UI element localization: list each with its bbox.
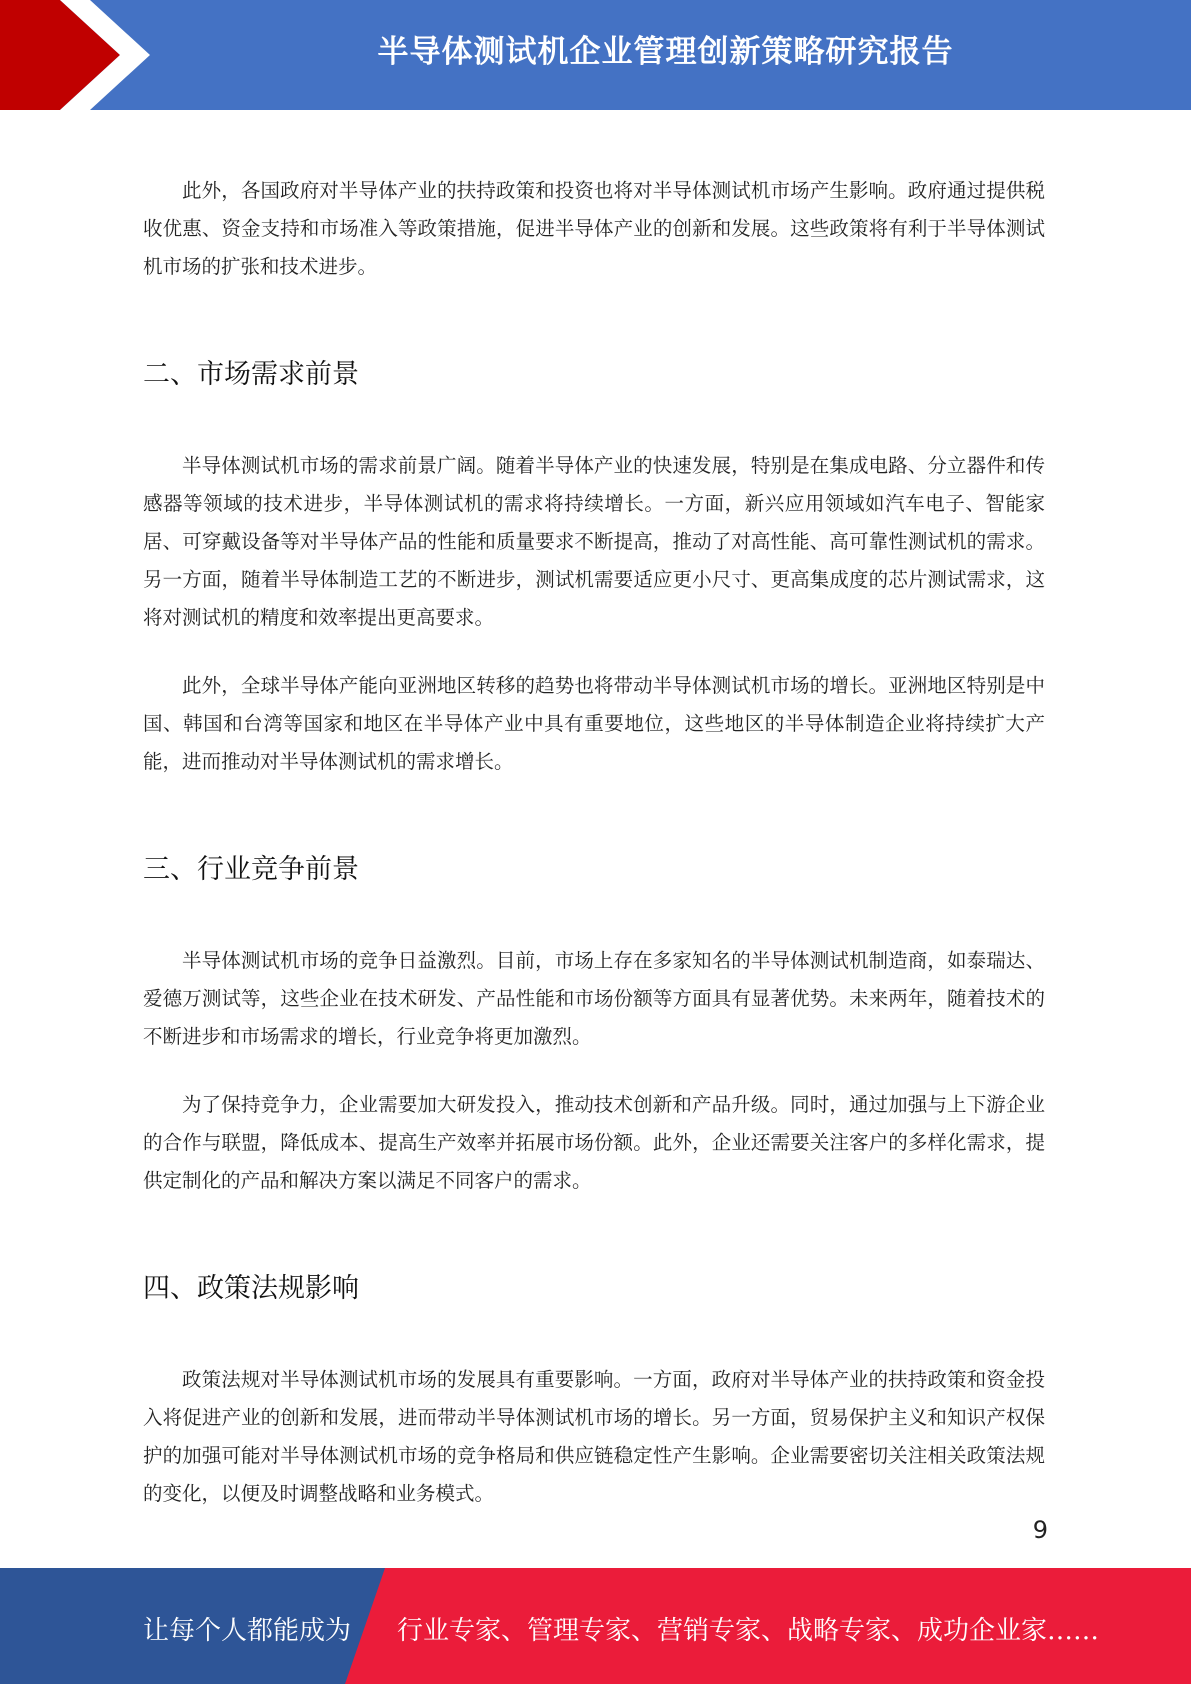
header-chevron-decoration: [0, 0, 160, 110]
body-paragraph: 半导体测试机市场的需求前景广阔。随着半导体产业的快速发展，特别是在集成电路、分立器件和传感器等领域的技术进步，半导体测试机的需求将持续增长。一方面，新兴应用领域如汽车电子、智能家居、可穿戴设备等对半导体产品的性能和质量要求不断提高，推动了对高性能、高可靠性测试机的需求。另一方面，随着半导体制造工艺的不断进步，测试机需要适应更小尺寸、更高集成度的芯片测试需求，这将对测试机的精度和效率提出更高要求。: [143, 454, 1045, 629]
footer-slogan-right: 行业专家、管理专家、营销专家、战略专家、成功企业家……: [397, 1616, 1100, 1646]
document-body: [143, 172, 1045, 1513]
body-paragraph: 为了保持竞争力，企业需要加大研发投入，推动技术创新和产品升级。同时，通过加强与上下游企业的合作与联盟，降低成本、提高生产效率并拓展市场份额。此外，企业还需要关注客户的多样化需求，提供定制化的产品和解决方案以满足不同客户的需求。: [143, 1093, 1045, 1192]
page-footer: [0, 1568, 1191, 1684]
section-heading: 三、行业竞争前景: [143, 854, 359, 885]
report-title: 半导体测试机企业管理创新策略研究报告: [377, 34, 954, 70]
section-heading: 二、市场需求前景: [143, 359, 359, 390]
section-heading: 四、政策法规影响: [143, 1273, 359, 1304]
body-paragraph: 此外，全球半导体产能向亚洲地区转移的趋势也将带动半导体测试机市场的增长。亚洲地区特别是中国、韩国和台湾等国家和地区在半导体产业中具有重要地位，这些地区的半导体制造企业将持续扩大产能，进而推动对半导体测试机的需求增长。: [143, 674, 1045, 773]
body-paragraph: 此外，各国政府对半导体产业的扶持政策和投资也将对半导体测试机市场产生影响。政府通过提供税收优惠、资金支持和市场准入等政策措施，促进半导体产业的创新和发展。这些政策将有利于半导体测试机市场的扩张和技术进步。: [143, 179, 1045, 278]
page-header: [0, 0, 1191, 110]
page-number: 9: [1032, 1516, 1048, 1544]
body-paragraph: 半导体测试机市场的竞争日益激烈。目前，市场上存在多家知名的半导体测试机制造商，如泰瑞达、爱德万测试等，这些企业在技术研发、产品性能和市场份额等方面具有显著优势。未来两年，随着技术的不断进步和市场需求的增长，行业竞争将更加激烈。: [143, 949, 1045, 1048]
footer-slogan-left: 让每个人都能成为: [143, 1616, 352, 1646]
body-paragraph: 政策法规对半导体测试机市场的发展具有重要影响。一方面，政府对半导体产业的扶持政策和资金投入将促进产业的创新和发展，进而带动半导体测试机市场的增长。另一方面，贸易保护主义和知识产权保护的加强可能对半导体测试机市场的竞争格局和供应链稳定性产生影响。企业需要密切关注相关政策法规的变化，以便及时调整战略和业务模式。: [143, 1368, 1045, 1505]
